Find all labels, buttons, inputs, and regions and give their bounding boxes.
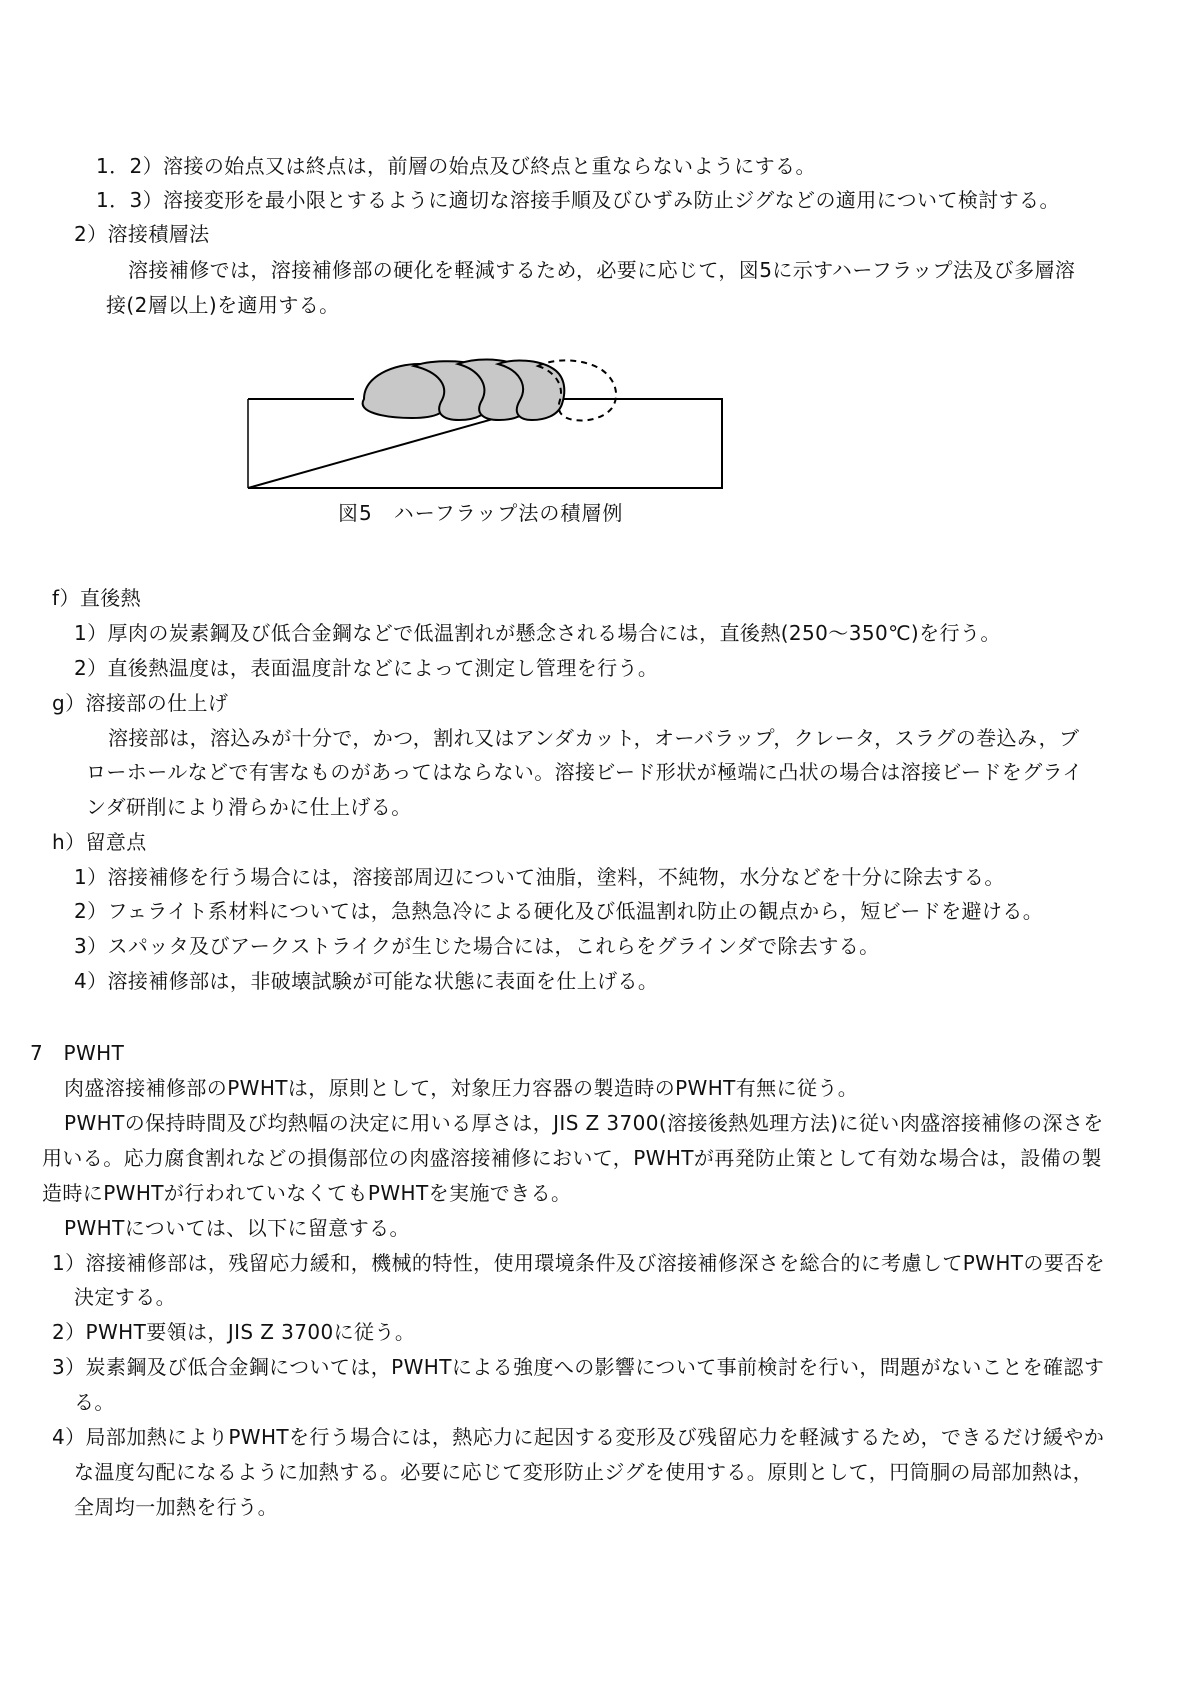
paragraph-layering-2: 接(2層以上)を適用する。 — [106, 293, 340, 317]
paragraph-pwht-5: PWHTについては、以下に留意する。 — [64, 1216, 410, 1240]
figure-half-lap — [244, 356, 726, 490]
text-notes-2: 2）フェライト系材料については，急熱急冷による硬化及び低温割れ防止の観点から，短ビードを避ける。 — [74, 899, 1044, 923]
paragraph-pwht-1: 肉盛溶接補修部のPWHTは，原則として，対象圧力容器の製造時のPWHT有無に従う。 — [64, 1076, 859, 1100]
paragraph-finishing-2: ローホールなどで有害なものがあってはならない。溶接ビード形状が極端に凸状の場合は溶接ビードをグライ — [86, 760, 1083, 784]
text-pwht-note-4c: 全周均一加熱を行う。 — [74, 1495, 278, 1519]
paragraph-pwht-4: 造時にPWHTが行われていなくてもPWHTを実施できる。 — [42, 1181, 572, 1205]
paragraph-finishing-1: 溶接部は，溶込みが十分で，かつ，割れ又はアンダカット，オーバラップ，クレータ，スラグの巻込み，ブ — [108, 726, 1080, 750]
heading-post-heat: f）直後熱 — [52, 586, 142, 610]
paragraph-finishing-3: ンダ研削により滑らかに仕上げる。 — [86, 795, 412, 819]
text-notes-3: 3）スパッタ及びアークストライクが生じた場合には，これらをグラインダで除去する。 — [74, 934, 880, 958]
text-pwht-note-1a: 1）溶接補修部は，残留応力緩和，機械的特性，使用環境条件及び溶接補修深さを総合的に考慮してPWHTの要否を — [52, 1251, 1106, 1275]
text-line-1-3: 1．3）溶接変形を最小限とするように適切な溶接手順及びひずみ防止ジグなどの適用について検討する。 — [96, 188, 1060, 212]
half-lap-diagram — [244, 356, 726, 490]
text-notes-4: 4）溶接補修部は，非破壊試験が可能な状態に表面を仕上げる。 — [74, 969, 659, 993]
text-post-heat-2: 2）直後熱温度は，表面温度計などによって測定し管理を行う。 — [74, 656, 659, 680]
heading-finishing: g）溶接部の仕上げ — [52, 691, 229, 715]
text-pwht-note-4a: 4）局部加熱によりPWHTを行う場合には，熱応力に起因する変形及び残留応力を軽減するため，できるだけ緩やか — [52, 1425, 1105, 1449]
text-pwht-note-1b: 決定する。 — [74, 1285, 176, 1309]
paragraph-pwht-3: 用いる。応力腐食割れなどの損傷部位の肉盛溶接補修において，PWHTが再発防止策として有効な場合は，設備の製 — [42, 1146, 1102, 1170]
text-line-1-2: 1．2）溶接の始点又は終点は，前層の始点及び終点と重ならないようにする。 — [96, 154, 816, 178]
text-pwht-note-2: 2）PWHT要領は，JIS Z 3700に従う。 — [52, 1320, 416, 1344]
text-pwht-note-4b: な温度勾配になるように加熱する。必要に応じて変形防止ジグを使用する。原則として，円筒胴の局部加熱は， — [74, 1460, 1094, 1484]
text-pwht-note-3a: 3）炭素鋼及び低合金鋼については，PWHTによる強度への影響について事前検討を行い，問題がないことを確認す — [52, 1355, 1105, 1379]
heading-pwht: 7 PWHT — [30, 1041, 125, 1065]
paragraph-layering-1: 溶接補修では，溶接補修部の硬化を軽減するため，必要に応じて，図5に示すハーフラップ法及び多層溶 — [128, 258, 1076, 282]
text-notes-1: 1）溶接補修を行う場合には，溶接部周辺について油脂，塗料，不純物，水分などを十分に除去する。 — [74, 865, 1005, 889]
text-post-heat-1: 1）厚肉の炭素鋼及び低合金鋼などで低温割れが懸念される場合には，直後熱(250～350℃)を行う。 — [74, 621, 1001, 645]
heading-welding-layering: 2）溶接積層法 — [74, 222, 210, 246]
text-pwht-note-3b: る。 — [74, 1390, 115, 1414]
paragraph-pwht-2: PWHTの保持時間及び均熱幅の決定に用いる厚さは，JIS Z 3700(溶接後熱処理方法)に従い肉盛溶接補修の深さを — [64, 1111, 1104, 1135]
heading-notes: h）留意点 — [52, 830, 147, 854]
figure-caption: 図5 ハーフラップ法の積層例 — [338, 501, 624, 525]
